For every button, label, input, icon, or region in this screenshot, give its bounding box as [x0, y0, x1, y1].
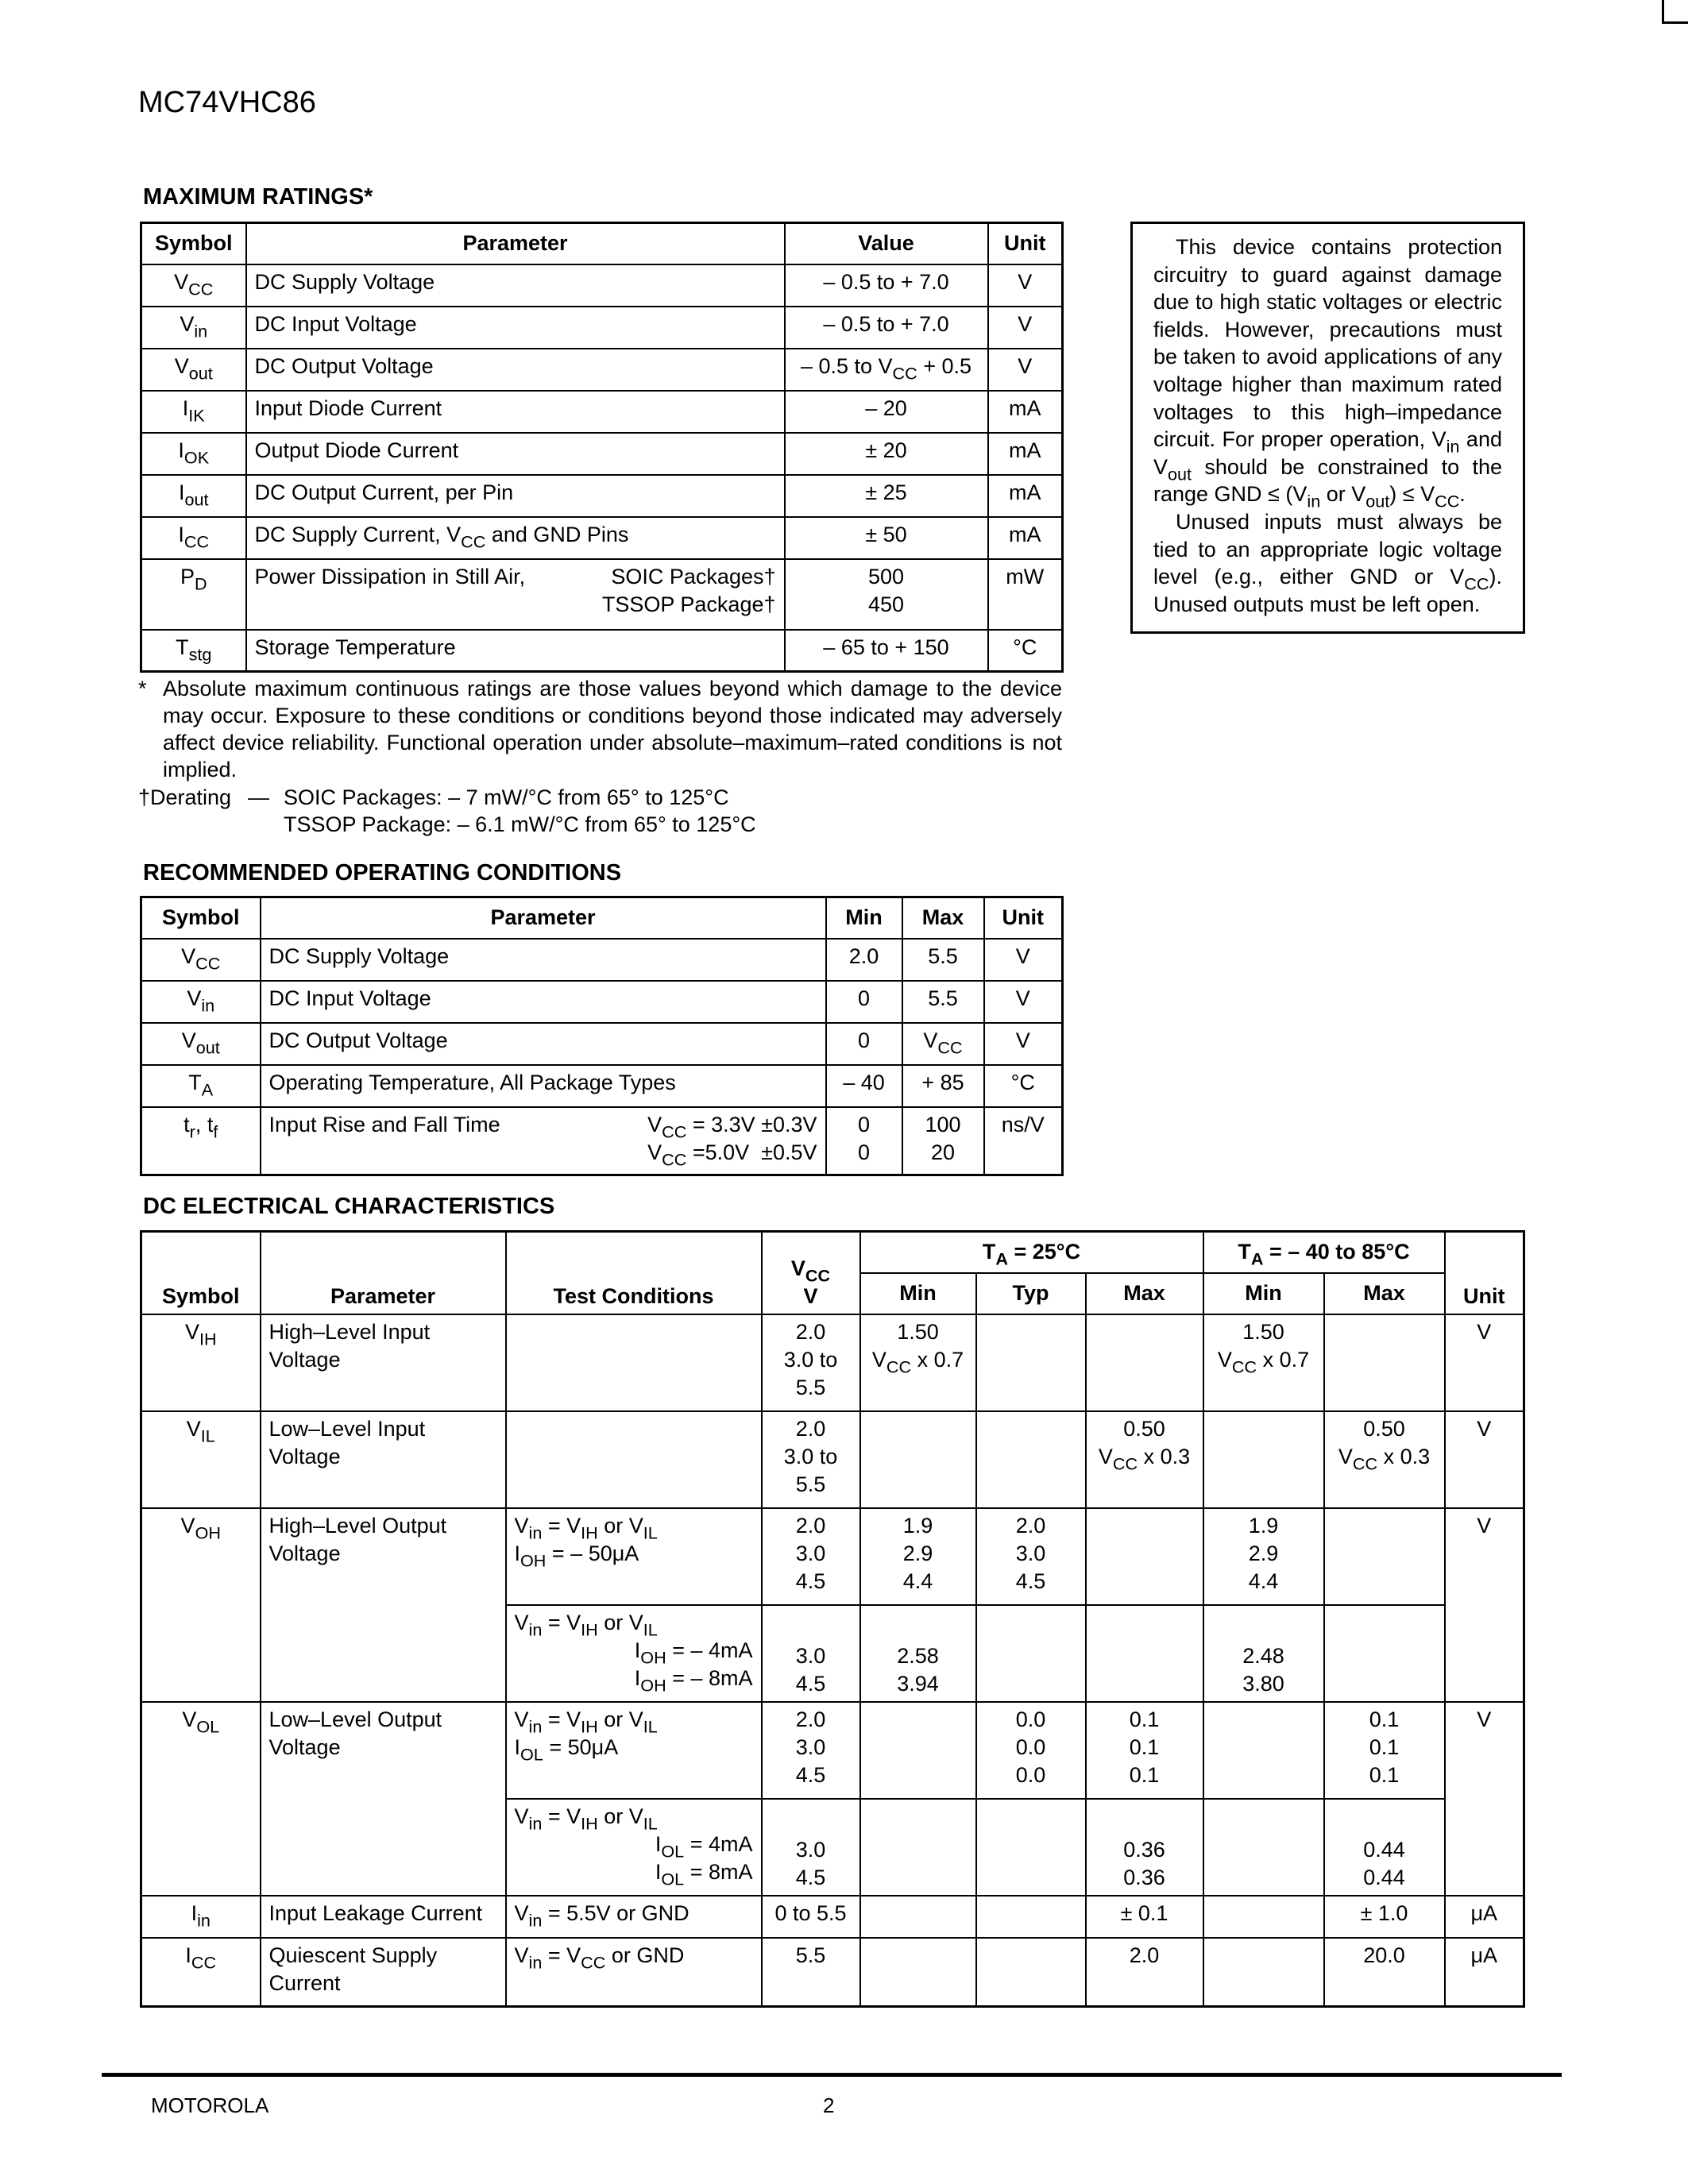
- table-header-row: [141, 223, 1063, 264]
- table-row: [141, 307, 1063, 349]
- ext-max-cell: [1324, 1508, 1445, 1605]
- col-header-min: Min: [826, 897, 902, 939]
- symbol-cell: $V_{OH}$: [141, 1508, 261, 1702]
- symbol-cell: $t_r$, $t_f$: [141, 1107, 261, 1175]
- typ-cell: [976, 1605, 1086, 1702]
- table-row: [141, 1702, 1524, 1799]
- min-cell: [860, 1799, 976, 1896]
- unit-cell: °C: [984, 1065, 1063, 1107]
- min-cell: 1.9 2.9 4.4: [860, 1508, 976, 1605]
- ext-min-cell: [1203, 1799, 1324, 1896]
- table-row: [141, 264, 1063, 307]
- max-cell: 100 20: [902, 1107, 984, 1175]
- ext-max-cell: 20.0: [1324, 1938, 1445, 2007]
- vcc-cell: 3.0 4.5: [762, 1605, 860, 1702]
- symbol-cell: $V_{OL}$: [141, 1702, 261, 1896]
- table-row: [141, 1023, 1063, 1065]
- max-ratings-table: [140, 222, 1064, 673]
- footnote-derating-soic: SOIC Packages: – 7 mW/°C from 65° to 125°C: [284, 785, 729, 809]
- unused-inputs-paragraph: Unused inputs must always be tied to an appropriate logic voltage level (e.g., either GND or $V_{CC}$). Unused outputs must be left open.: [1153, 509, 1502, 616]
- symbol-cell: $I_{CC}$: [141, 1938, 261, 2007]
- document-title: MC74VHC86: [138, 86, 316, 119]
- min-cell: – 40: [826, 1065, 902, 1107]
- parameter-cell: High–Level Output Voltage: [261, 1508, 506, 1702]
- col-header-symbol: Symbol: [141, 223, 246, 264]
- vcc-cell: 2.0 3.0 to 5.5: [762, 1314, 860, 1411]
- footer-brand: MOTOROLA: [151, 2093, 269, 2117]
- unit-cell: V: [1445, 1702, 1524, 1896]
- unit-cell: V: [1445, 1508, 1524, 1702]
- parameter-cell: Input Leakage Current: [261, 1896, 506, 1938]
- parameter-cell: Operating Temperature, All Package Types: [261, 1065, 826, 1107]
- col-header-value: Value: [785, 223, 988, 264]
- symbol-cell: $V_{out}$: [141, 349, 246, 391]
- col-header-parameter: Parameter: [246, 223, 785, 264]
- parameter-cell: DC Supply Voltage: [246, 264, 785, 307]
- table-row: [141, 630, 1063, 672]
- min-cell: 0 0: [826, 1107, 902, 1175]
- symbol-cell: $T_{stg}$: [141, 630, 246, 672]
- unit-cell: mA: [988, 391, 1063, 433]
- parameter-cell: Output Diode Current: [246, 433, 785, 475]
- table-row: [141, 349, 1063, 391]
- test-conditions-cell: $V_{in} = V_{IH}$ or $V_{IL}$ $I_{OH}$ = – 50μA: [506, 1508, 762, 1605]
- symbol-cell: $I_{CC}$: [141, 517, 246, 559]
- col-header-max: Max: [1086, 1273, 1203, 1314]
- test-conditions-cell: [506, 1314, 762, 1411]
- test-conditions-cell: $V_{in} = V_{IH}$ or $V_{IL}$ $I_{OH}$ = – 4mA $I_{OH}$ = – 8mA: [506, 1605, 762, 1702]
- unit-cell: mA: [988, 475, 1063, 517]
- symbol-cell: $I_{in}$: [141, 1896, 261, 1938]
- parameter-cell: DC Output Current, per Pin: [246, 475, 785, 517]
- max-cell: 5.5: [902, 939, 984, 981]
- value-cell: – 0.5 to + 7.0: [785, 307, 988, 349]
- col-header-typ: Typ: [976, 1273, 1086, 1314]
- table-row: [141, 1938, 1524, 2007]
- footnote-derating-tssop: TSSOP Package: – 6.1 mW/°C from 65° to 125°C: [284, 812, 756, 836]
- footnote-absolute-max: Absolute maximum continuous ratings are those values beyond which damage to the device may occur. Exposure to these conditions or conditions beyond those indicated may adversely affect device reliability. Functional operation under absolute–maximum–rated conditions is not implied.: [163, 677, 1062, 781]
- rec-op-table: [140, 896, 1064, 1176]
- parameter-cell: DC Output Voltage: [261, 1023, 826, 1065]
- max-cell: ± 0.1: [1086, 1896, 1203, 1938]
- table-row: [141, 1065, 1063, 1107]
- parameter-cell: DC Output Voltage: [246, 349, 785, 391]
- col-header-ta-25: $T_A = 25^\circ C$: [860, 1232, 1203, 1273]
- unit-cell: °C: [988, 630, 1063, 672]
- symbol-cell: $V_{CC}$: [141, 264, 246, 307]
- dc-char-table: [140, 1230, 1525, 2008]
- ext-min-cell: 2.48 3.80: [1203, 1605, 1324, 1702]
- min-cell: [860, 1702, 976, 1799]
- unit-cell: mW: [988, 559, 1063, 630]
- value-cell: ± 25: [785, 475, 988, 517]
- max-ratings-title: MAXIMUM RATINGS*: [143, 184, 373, 210]
- protection-note-paragraph: This device contains protection circuitry to guard against damage due to high static voltages or electric fields. However, precautions must be taken to avoid applications of any voltage higher than maximum rated voltages to this high–impedance circuit. For proper operation, $V_{in}$ and $V_{out}$ should be constrained to the range GND ≤ ($V_{in}$ or $V_{out}) \le V_{CC}$.: [1153, 235, 1502, 511]
- unit-cell: V: [984, 939, 1063, 981]
- col-header-symbol: Symbol: [141, 897, 261, 939]
- col-header-ext-max: Max: [1324, 1273, 1445, 1314]
- parameter-cell: Quiescent Supply Current: [261, 1938, 506, 2007]
- symbol-cell: $P_D$: [141, 559, 246, 630]
- vcc-cell: 0 to 5.5: [762, 1896, 860, 1938]
- max-cell: 0.36 0.36: [1086, 1799, 1203, 1896]
- dc-char-title: DC ELECTRICAL CHARACTERISTICS: [143, 1194, 555, 1219]
- page-number: 2: [823, 2093, 835, 2117]
- max-cell: 5.5: [902, 981, 984, 1023]
- ext-max-cell: [1324, 1605, 1445, 1702]
- footnote-derating-label: †Derating: [138, 785, 232, 809]
- unit-cell: mA: [988, 433, 1063, 475]
- typ-cell: 2.0 3.0 4.5: [976, 1508, 1086, 1605]
- symbol-cell: $V_{in}$: [141, 981, 261, 1023]
- col-header-vcc: $V_{CC}$ V: [762, 1232, 860, 1314]
- unit-cell: V: [988, 349, 1063, 391]
- parameter-cell: Power Dissipation in Still Air, SOIC Packages† TSSOP Package†: [246, 559, 785, 630]
- ext-min-cell: [1203, 1896, 1324, 1938]
- unit-cell: mA: [988, 517, 1063, 559]
- table-row: [141, 391, 1063, 433]
- parameter-cell: Low–Level Input Voltage: [261, 1411, 506, 1508]
- min-cell: 2.58 3.94: [860, 1605, 976, 1702]
- parameter-cell: DC Supply Voltage: [261, 939, 826, 981]
- col-header-max: Max: [902, 897, 984, 939]
- min-cell: 1.50 $V_{CC}$ x 0.7: [860, 1314, 976, 1411]
- min-cell: 2.0: [826, 939, 902, 981]
- typ-cell: [976, 1938, 1086, 2007]
- symbol-cell: $V_{in}$: [141, 307, 246, 349]
- typ-cell: [976, 1411, 1086, 1508]
- min-cell: [860, 1938, 976, 2007]
- table-row: [141, 1508, 1524, 1605]
- ext-min-cell: 1.9 2.9 4.4: [1203, 1508, 1324, 1605]
- max-cell: + 85: [902, 1065, 984, 1107]
- max-cell: 0.50 $V_{CC}$ x 0.3: [1086, 1411, 1203, 1508]
- ext-min-cell: 1.50 $V_{CC}$ x 0.7: [1203, 1314, 1324, 1411]
- col-header-symbol: Symbol: [141, 1232, 261, 1314]
- test-conditions-cell: $V_{in} = 5.5V$ or GND: [506, 1896, 762, 1938]
- vcc-cell: 3.0 4.5: [762, 1799, 860, 1896]
- value-cell: – 65 to + 150: [785, 630, 988, 672]
- ext-max-cell: 0.44 0.44: [1324, 1799, 1445, 1896]
- parameter-cell: High–Level Input Voltage: [261, 1314, 506, 1411]
- table-row: [141, 1107, 1063, 1175]
- test-conditions-cell: $V_{in} = V_{IH}$ or $V_{IL}$ $I_{OL} = 50\mu A$: [506, 1702, 762, 1799]
- unit-cell: V: [988, 307, 1063, 349]
- max-cell: [1086, 1314, 1203, 1411]
- footer-rule: [102, 2073, 1562, 2077]
- test-conditions-cell: [506, 1411, 762, 1508]
- test-conditions-cell: $V_{in} = V_{IH}$ or $V_{IL}$ $I_{OL} = 4mA$ $I_{OL} = 8mA$: [506, 1799, 762, 1896]
- col-header-parameter: Parameter: [261, 1232, 506, 1314]
- symbol-cell: $V_{CC}$: [141, 939, 261, 981]
- ext-max-cell: [1324, 1314, 1445, 1411]
- table-row: [141, 559, 1063, 630]
- value-cell: ± 50: [785, 517, 988, 559]
- col-header-ext-min: Min: [1203, 1273, 1324, 1314]
- col-header-ta-extended: $T_A$ = – 40 to 85°C: [1203, 1232, 1445, 1273]
- max-cell: $V_{CC}$: [902, 1023, 984, 1065]
- ext-max-cell: ± 1.0: [1324, 1896, 1445, 1938]
- vcc-cell: 2.0 3.0 to 5.5: [762, 1411, 860, 1508]
- symbol-cell: $V_{out}$: [141, 1023, 261, 1065]
- test-conditions-cell: $V_{in} = V_{CC}$ or GND: [506, 1938, 762, 2007]
- typ-cell: [976, 1314, 1086, 1411]
- min-cell: [860, 1896, 976, 1938]
- table-row: [141, 517, 1063, 559]
- col-header-unit: Unit: [988, 223, 1063, 264]
- parameter-cell: Input Diode Current: [246, 391, 785, 433]
- value-cell: 500 450: [785, 559, 988, 630]
- table-row: [141, 475, 1063, 517]
- vcc-cell: 2.0 3.0 4.5: [762, 1508, 860, 1605]
- parameter-cell: DC Input Voltage: [246, 307, 785, 349]
- unit-cell: V: [984, 981, 1063, 1023]
- ext-min-cell: [1203, 1411, 1324, 1508]
- value-cell: ± 20: [785, 433, 988, 475]
- table-header-row: [141, 897, 1063, 939]
- table-row: [141, 433, 1063, 475]
- col-header-unit: Unit: [1445, 1232, 1524, 1314]
- col-header-unit: Unit: [984, 897, 1063, 939]
- symbol-cell: $V_{IL}$: [141, 1411, 261, 1508]
- value-cell: – 0.5 to + 7.0: [785, 264, 988, 307]
- vcc-cell: 5.5: [762, 1938, 860, 2007]
- symbol-cell: $I_{IK}$: [141, 391, 246, 433]
- unit-cell: ns/V: [984, 1107, 1063, 1175]
- table-row: [141, 939, 1063, 981]
- footnote-derating-dash: —: [248, 785, 269, 809]
- table-row: [141, 1411, 1524, 1508]
- col-header-test-conditions: Test Conditions: [506, 1232, 762, 1314]
- table-row: [141, 1314, 1524, 1411]
- symbol-cell: $T_A$: [141, 1065, 261, 1107]
- protection-note: [1130, 222, 1525, 634]
- min-cell: [860, 1411, 976, 1508]
- footnote-star-mark: *: [138, 677, 147, 700]
- col-header-parameter: Parameter: [261, 897, 826, 939]
- typ-cell: 0.0 0.0 0.0: [976, 1702, 1086, 1799]
- max-cell: [1086, 1508, 1203, 1605]
- unit-cell: μA: [1445, 1896, 1524, 1938]
- parameter-cell: Storage Temperature: [246, 630, 785, 672]
- unit-cell: μA: [1445, 1938, 1524, 2007]
- value-cell: – 0.5 to $V_{CC} + 0.5$: [785, 349, 988, 391]
- ext-max-cell: 0.50 $V_{CC}$ x 0.3: [1324, 1411, 1445, 1508]
- value-cell: – 20: [785, 391, 988, 433]
- symbol-cell: $I_{out}$: [141, 475, 246, 517]
- unit-cell: V: [1445, 1411, 1524, 1508]
- min-cell: 0: [826, 981, 902, 1023]
- parameter-cell: Low–Level Output Voltage: [261, 1702, 506, 1896]
- col-header-min: Min: [860, 1273, 976, 1314]
- ext-min-cell: [1203, 1938, 1324, 2007]
- max-cell: 0.1 0.1 0.1: [1086, 1702, 1203, 1799]
- unit-cell: V: [1445, 1314, 1524, 1411]
- table-row: [141, 981, 1063, 1023]
- table-row: [141, 1896, 1524, 1938]
- typ-cell: [976, 1896, 1086, 1938]
- parameter-cell: Input Rise and Fall Time $V_{CC} = 3.3V \pm 0.3V$ $V_{CC} =5.0V \pm 0.5V$: [261, 1107, 826, 1175]
- min-cell: 0: [826, 1023, 902, 1065]
- typ-cell: [976, 1799, 1086, 1896]
- ext-max-cell: 0.1 0.1 0.1: [1324, 1702, 1445, 1799]
- ext-min-cell: [1203, 1702, 1324, 1799]
- page-corner-mark: [1662, 0, 1688, 24]
- unit-cell: V: [984, 1023, 1063, 1065]
- symbol-cell: $V_{IH}$: [141, 1314, 261, 1411]
- parameter-cell: DC Supply Current, $V_{CC}$ and GND Pins: [246, 517, 785, 559]
- symbol-cell: $I_{OK}$: [141, 433, 246, 475]
- unit-cell: V: [988, 264, 1063, 307]
- parameter-cell: DC Input Voltage: [261, 981, 826, 1023]
- max-cell: [1086, 1605, 1203, 1702]
- table-header-row: [141, 1232, 1524, 1273]
- max-cell: 2.0: [1086, 1938, 1203, 2007]
- rec-op-title: RECOMMENDED OPERATING CONDITIONS: [143, 860, 622, 886]
- vcc-cell: 2.0 3.0 4.5: [762, 1702, 860, 1799]
